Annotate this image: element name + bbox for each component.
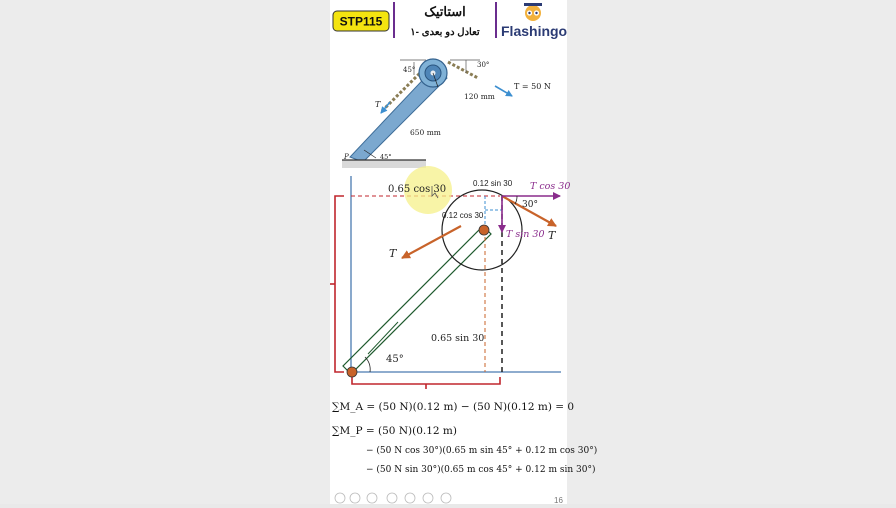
more-icon[interactable] bbox=[441, 493, 451, 503]
tension-arrow-left-main bbox=[402, 226, 461, 258]
equation-3: − (50 N cos 30°)(0.65 m sin 45° + 0.12 m cos 30°) bbox=[366, 446, 598, 456]
angle30-arc bbox=[515, 196, 517, 204]
angle-left-label: 45° bbox=[403, 66, 416, 74]
next-icon[interactable] bbox=[350, 493, 360, 503]
page-number: 16 bbox=[554, 496, 563, 505]
small-cos-label: 0.12 cos 30 bbox=[442, 211, 484, 220]
code-label: STP115 bbox=[339, 14, 383, 29]
left-backdrop bbox=[0, 0, 330, 504]
slide-page bbox=[330, 0, 598, 505]
rope-right bbox=[448, 62, 478, 78]
base-point bbox=[347, 367, 357, 377]
right-backdrop bbox=[567, 0, 896, 504]
point-p-label: P bbox=[344, 153, 349, 161]
horiz-dim-label: 0.65 cos 30 bbox=[388, 184, 447, 195]
length-label: 650 mm bbox=[410, 128, 441, 137]
header-subtitle: ۱- تعادل دو بعدی bbox=[410, 27, 480, 38]
pulley-center-point bbox=[479, 225, 489, 235]
tension-right-main-label: T bbox=[548, 229, 556, 242]
base-angle-main: 45° bbox=[386, 354, 404, 365]
tension-left-main-label: T bbox=[389, 247, 397, 260]
tension-right-label: T = 50 N bbox=[514, 82, 551, 91]
slide-canvas bbox=[330, 0, 598, 505]
tension-arrow-right bbox=[495, 86, 512, 96]
header bbox=[333, 2, 567, 39]
owl-logo-icon bbox=[524, 3, 542, 21]
equation-1: ∑M_A = (50 N)(0.12 m) − (50 N)(0.12 m) = 0 bbox=[332, 401, 575, 413]
header-title: استاتیک bbox=[424, 4, 466, 19]
tcos-label: T cos 30 bbox=[530, 181, 571, 192]
angle-right-label: 30° bbox=[477, 61, 490, 69]
equations bbox=[332, 401, 597, 475]
annotated-diagram bbox=[330, 166, 570, 389]
pen-icon[interactable] bbox=[367, 493, 377, 503]
red-bracket-left bbox=[335, 196, 344, 372]
equation-2: ∑M_P = (50 N)(0.12 m) bbox=[332, 425, 457, 437]
share-icon[interactable] bbox=[423, 493, 433, 503]
zoom-icon[interactable] bbox=[405, 493, 415, 503]
tension-left-label: T bbox=[375, 100, 381, 109]
bar-outline bbox=[343, 226, 491, 374]
vert-dim-label: 0.65 sin 30 bbox=[431, 333, 485, 344]
angle30-label: 30° bbox=[522, 200, 538, 210]
equation-4: − (50 N sin 30°)(0.65 m cos 45° + 0.12 m sin 30°) bbox=[366, 465, 596, 475]
tsin-label: T sin 30 bbox=[506, 229, 545, 240]
small-sin-label: 0.12 sin 30 bbox=[473, 179, 513, 188]
brand-name: Flashingo bbox=[501, 23, 568, 39]
copy-icon[interactable] bbox=[387, 493, 397, 503]
problem-figure bbox=[342, 59, 551, 168]
radius-label: 120 mm bbox=[464, 92, 495, 101]
red-bracket-bottom bbox=[352, 377, 500, 384]
ground-hatch bbox=[342, 160, 426, 168]
bottom-toolbar bbox=[335, 493, 563, 505]
prev-icon[interactable] bbox=[335, 493, 345, 503]
base-angle-top: 45° bbox=[380, 153, 392, 161]
tension-arrow-left bbox=[381, 102, 390, 113]
